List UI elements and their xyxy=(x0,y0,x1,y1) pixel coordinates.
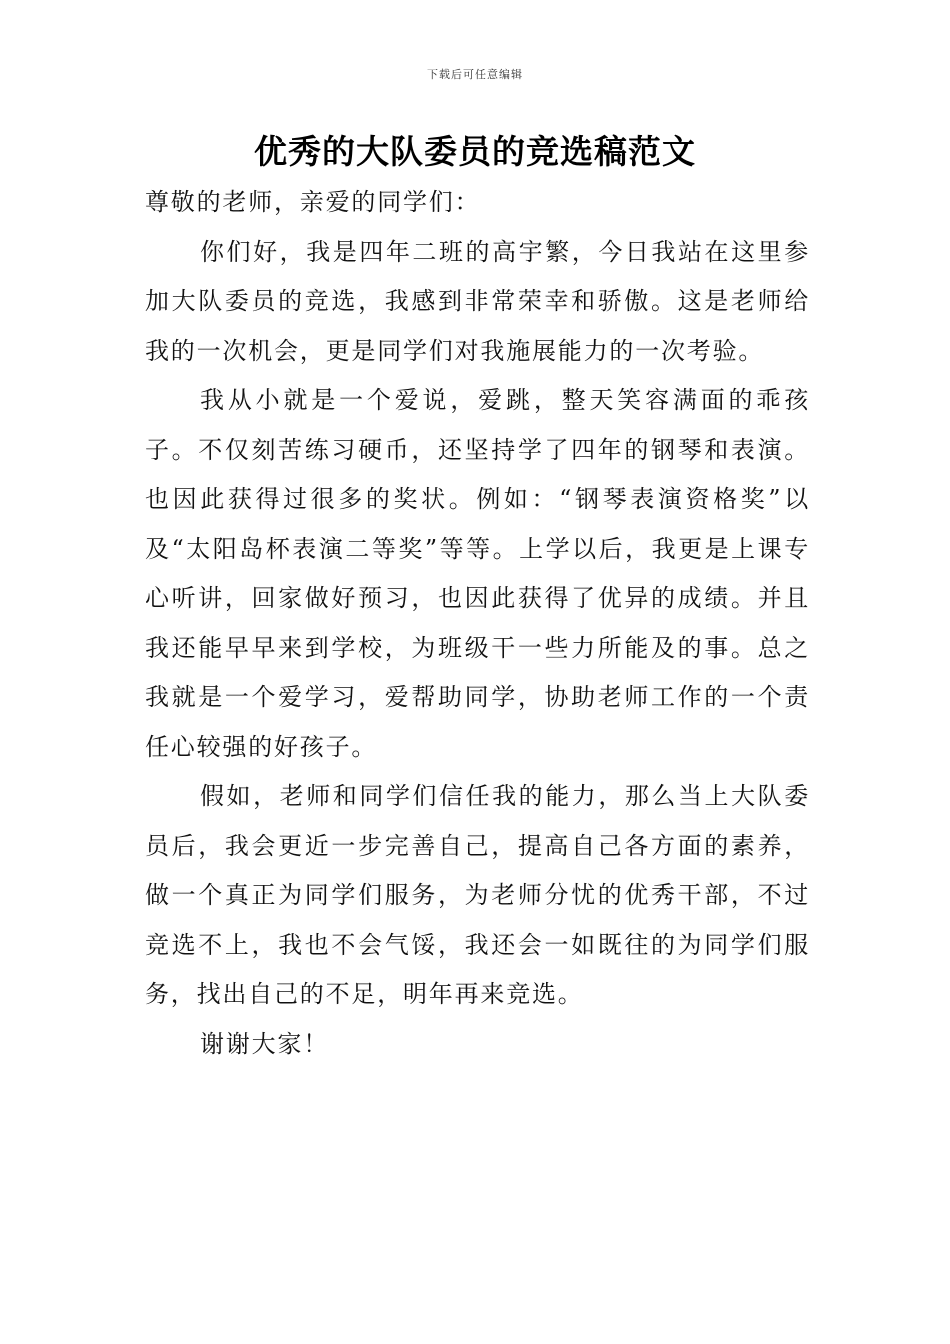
document-body xyxy=(145,178,810,1069)
paragraph-3: 假如，老师和同学们信任我的能力，那么当上大队委员后，我会更近一步完善自己，提高自己各方面的素养，做一个真正为同学们服务，为老师分忧的优秀干部，不过竞选不上，我也不会气馁，我还会一如既往的为同学们服务，找出自己的不足，明年再来竞选。 xyxy=(145,782,810,1008)
salutation: 尊敬的老师，亲爱的同学们： xyxy=(145,188,481,216)
header-note: 下载后可任意编辑 xyxy=(427,68,523,81)
paragraph-1: 你们好，我是四年二班的高宇繁，今日我站在这里参加大队委员的竞选，我感到非常荣幸和骄傲。这是老师给我的一次机会，更是同学们对我施展能力的一次考验。 xyxy=(145,237,810,365)
paragraph-2: 我从小就是一个爱说，爱跳，整天笑容满面的乖孩子。不仅刻苦练习硬币，还坚持学了四年的钢琴和表演。也因此获得过很多的奖状。例如：“钢琴表演资格奖”以及“太阳岛杯表演二等奖”等等。上学以后，我更是上课专心听讲，回家做好预习，也因此获得了优异的成绩。并且我还能早早来到学校，为班级干一些力所能及的事。总之我就是一个爱学习，爱帮助同学，协助老师工作的一个责任心较强的好孩子。 xyxy=(145,386,810,761)
closing-line: 谢谢大家！ xyxy=(200,1029,329,1058)
document-title: 优秀的大队委员的竞选稿范文 xyxy=(254,132,696,171)
